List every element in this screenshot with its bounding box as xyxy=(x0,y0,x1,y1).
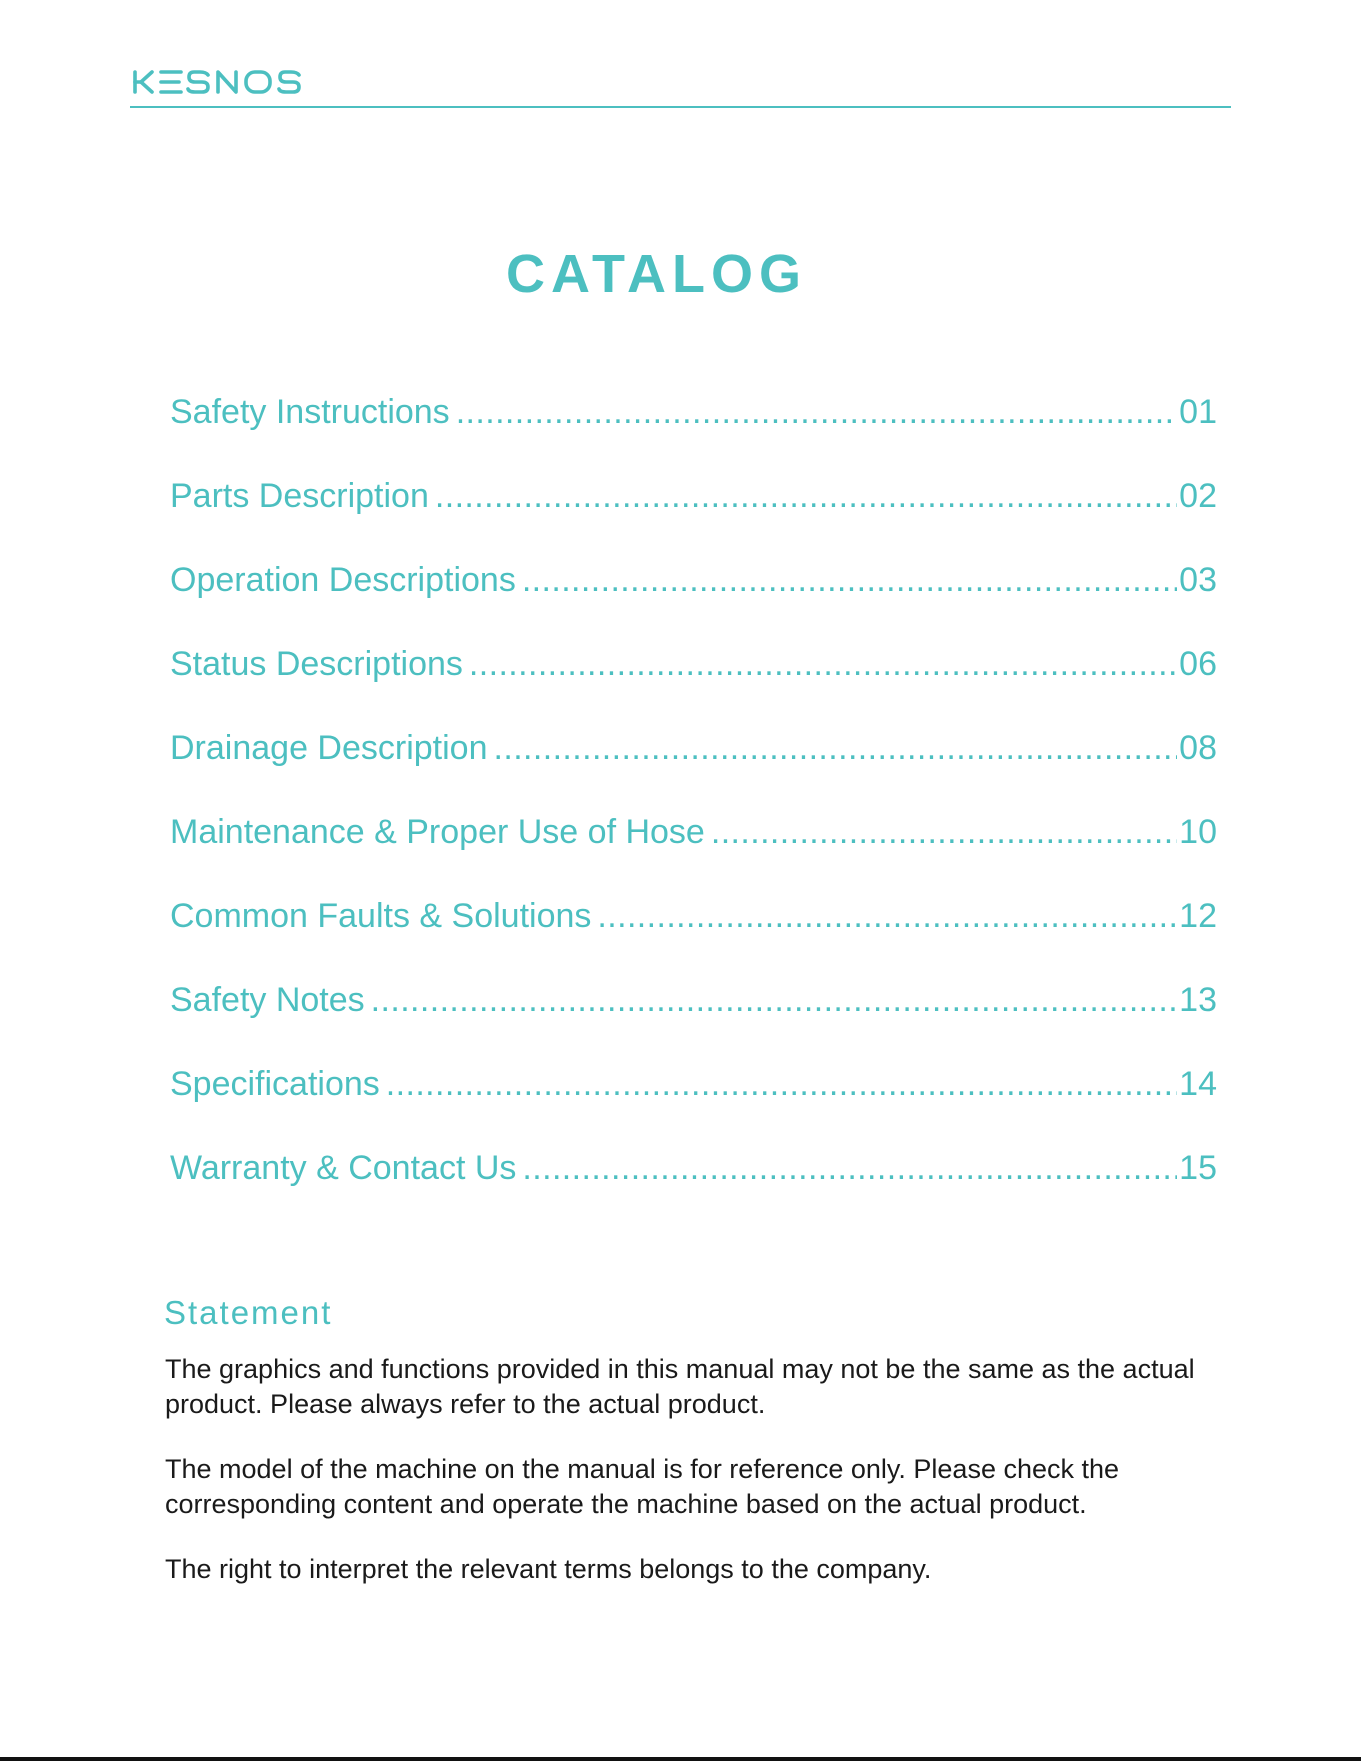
toc-entry-page: 13 xyxy=(1179,981,1217,1019)
toc-entry-safety-notes[interactable] xyxy=(170,972,1217,1056)
toc-entry-page: 01 xyxy=(1179,393,1217,431)
statement-heading: Statement xyxy=(164,1294,333,1331)
toc-dot-leader xyxy=(522,1140,1177,1196)
toc-entry-status-descriptions[interactable] xyxy=(170,636,1217,720)
toc-entry-drainage-description[interactable] xyxy=(170,720,1217,804)
toc-entry-page: 12 xyxy=(1179,897,1217,935)
page-bottom-border xyxy=(0,1757,1361,1761)
toc-entry-page: 14 xyxy=(1179,1065,1217,1103)
toc-dot-leader xyxy=(469,636,1177,692)
toc-dot-leader xyxy=(371,972,1178,1028)
page-title: CATALOG xyxy=(506,244,807,304)
statement-paragraph: The right to interpret the relevant terms belongs to the company. xyxy=(165,1554,932,1584)
toc-entry-label: Safety Instructions xyxy=(170,393,450,431)
toc-entry-maintenance-hose[interactable] xyxy=(170,804,1217,888)
toc-entry-page: 15 xyxy=(1179,1149,1217,1187)
toc-entry-label: Drainage Description xyxy=(170,729,488,767)
toc-entry-page: 03 xyxy=(1179,561,1217,599)
toc-entry-specifications[interactable] xyxy=(170,1056,1217,1140)
toc-dot-leader xyxy=(435,468,1177,524)
toc-entry-warranty-contact[interactable] xyxy=(170,1140,1217,1224)
header-divider xyxy=(130,106,1231,108)
statement-body xyxy=(165,1352,1215,1617)
toc-dot-leader xyxy=(711,804,1177,860)
toc-entry-safety-instructions[interactable] xyxy=(170,384,1217,468)
toc-entry-label: Specifications xyxy=(170,1065,380,1103)
toc-dot-leader xyxy=(386,1056,1177,1112)
statement-paragraph: The graphics and functions provided in this manual may not be the same as the actual product. Please always refer to the actual product. xyxy=(165,1354,1195,1419)
toc-entry-label: Safety Notes xyxy=(170,981,365,1019)
toc-entry-page: 06 xyxy=(1179,645,1217,683)
statement-paragraph: The model of the machine on the manual is for reference only. Please check the corresponding content and operate the machine based on the actual product. xyxy=(165,1454,1120,1519)
toc-entry-page: 10 xyxy=(1179,813,1217,851)
toc-entry-label: Status Descriptions xyxy=(170,645,463,683)
toc-entry-common-faults[interactable] xyxy=(170,888,1217,972)
kesnos-logo xyxy=(132,62,316,98)
toc-entry-parts-description[interactable] xyxy=(170,468,1217,552)
table-of-contents xyxy=(170,384,1217,1224)
toc-entry-operation-descriptions[interactable] xyxy=(170,552,1217,636)
toc-entry-label: Parts Description xyxy=(170,477,429,515)
toc-entry-page: 02 xyxy=(1179,477,1217,515)
toc-entry-label: Warranty & Contact Us xyxy=(170,1149,517,1187)
toc-dot-leader xyxy=(494,720,1178,776)
toc-entry-page: 08 xyxy=(1179,729,1217,767)
toc-entry-label: Common Faults & Solutions xyxy=(170,897,592,935)
toc-entry-label: Maintenance & Proper Use of Hose xyxy=(170,813,705,851)
toc-dot-leader xyxy=(522,552,1177,608)
toc-dot-leader xyxy=(597,888,1177,944)
toc-entry-label: Operation Descriptions xyxy=(170,561,516,599)
toc-dot-leader xyxy=(456,384,1177,440)
